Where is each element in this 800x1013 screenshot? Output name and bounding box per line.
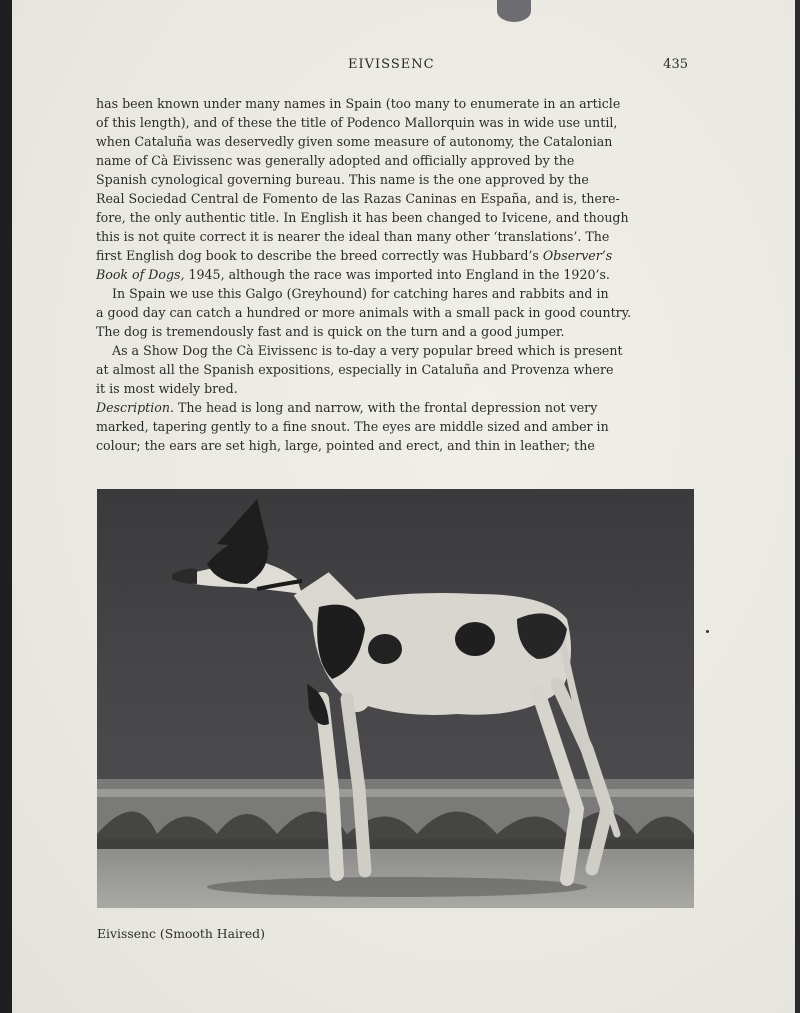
line-text: 1945, although the race was imported into England in the 1920’s. [184,267,610,282]
line-text: Spanish cynological governing bureau. This name is the one approved by the [96,172,589,187]
running-title: EIVISSENC [348,57,435,72]
text-line [96,436,691,455]
line-text: marked, tapering gently to a fine snout. The eyes are middle sized and amber in [96,419,609,434]
body-text [96,94,691,455]
text-line [96,132,691,151]
line-text: colour; the ears are set high, large, pointed and erect, and thin in leather; the [96,438,595,453]
text-line [96,227,691,246]
text-line [96,189,691,208]
line-text: this is not quite correct it is nearer the ideal than many other ‘translations’. The [96,229,610,244]
text-line [96,322,691,341]
figure-caption: Eivissenc (Smooth Haired) [97,926,265,941]
italic-phrase: Book of Dogs, [96,267,185,282]
line-text: In Spain we use this Galgo (Greyhound) for catching hares and rabbits and in [112,286,609,301]
dog-photograph [97,489,694,908]
line-text: when Cataluña was deservedly given some measure of autonomy, the Catalonian [96,134,613,149]
line-text: it is most widely bred. [96,381,238,396]
text-line [96,417,691,436]
text-line [96,208,691,227]
text-line [96,341,691,360]
text-line [96,151,691,170]
text-line [96,360,691,379]
line-text: a good day can catch a hundred or more animals with a small pack in good country. [96,305,632,320]
line-text: first English dog book to describe the breed correctly was Hubbard’s [96,248,539,263]
line-text: has been known under many names in Spain (too many to enumerate in an article [96,96,621,111]
line-text: fore, the only authentic title. In English it has been changed to Ivicene, and though [96,210,629,225]
line-text: The dog is tremendously fast and is quick on the turn and a good jumper. [96,324,565,339]
text-line [96,284,691,303]
dog-shadow [207,877,587,897]
text-line [96,170,691,189]
italic-phrase: Observer’s [542,248,613,263]
dog-illustration [97,489,694,908]
text-line [96,303,691,322]
running-header [96,57,688,75]
text-line [96,379,691,398]
binding-hole-mark [497,0,531,22]
text-line [96,398,691,417]
line-text: at almost all the Spanish expositions, especially in Cataluña and Provenza where [96,362,614,377]
page-number: 435 [663,57,688,72]
line-text: As a Show Dog the Cà Eivissenc is to-day a very popular breed which is present [112,343,623,358]
text-line [96,113,691,132]
text-line [96,246,691,265]
print-speck [706,630,709,633]
line-text: The head is long and narrow, with the frontal depression not very [173,400,598,415]
text-line [96,94,691,113]
line-text: Real Sociedad Central de Fomento de las Razas Caninas en España, and is, there- [96,191,620,206]
line-text: name of Cà Eivissenc was generally adopted and officially approved by the [96,153,575,168]
italic-phrase: Description. [96,400,174,415]
line-text: of this length), and of these the title of Podenco Mallorquin was in wide use until, [96,115,618,130]
text-line [96,265,691,284]
